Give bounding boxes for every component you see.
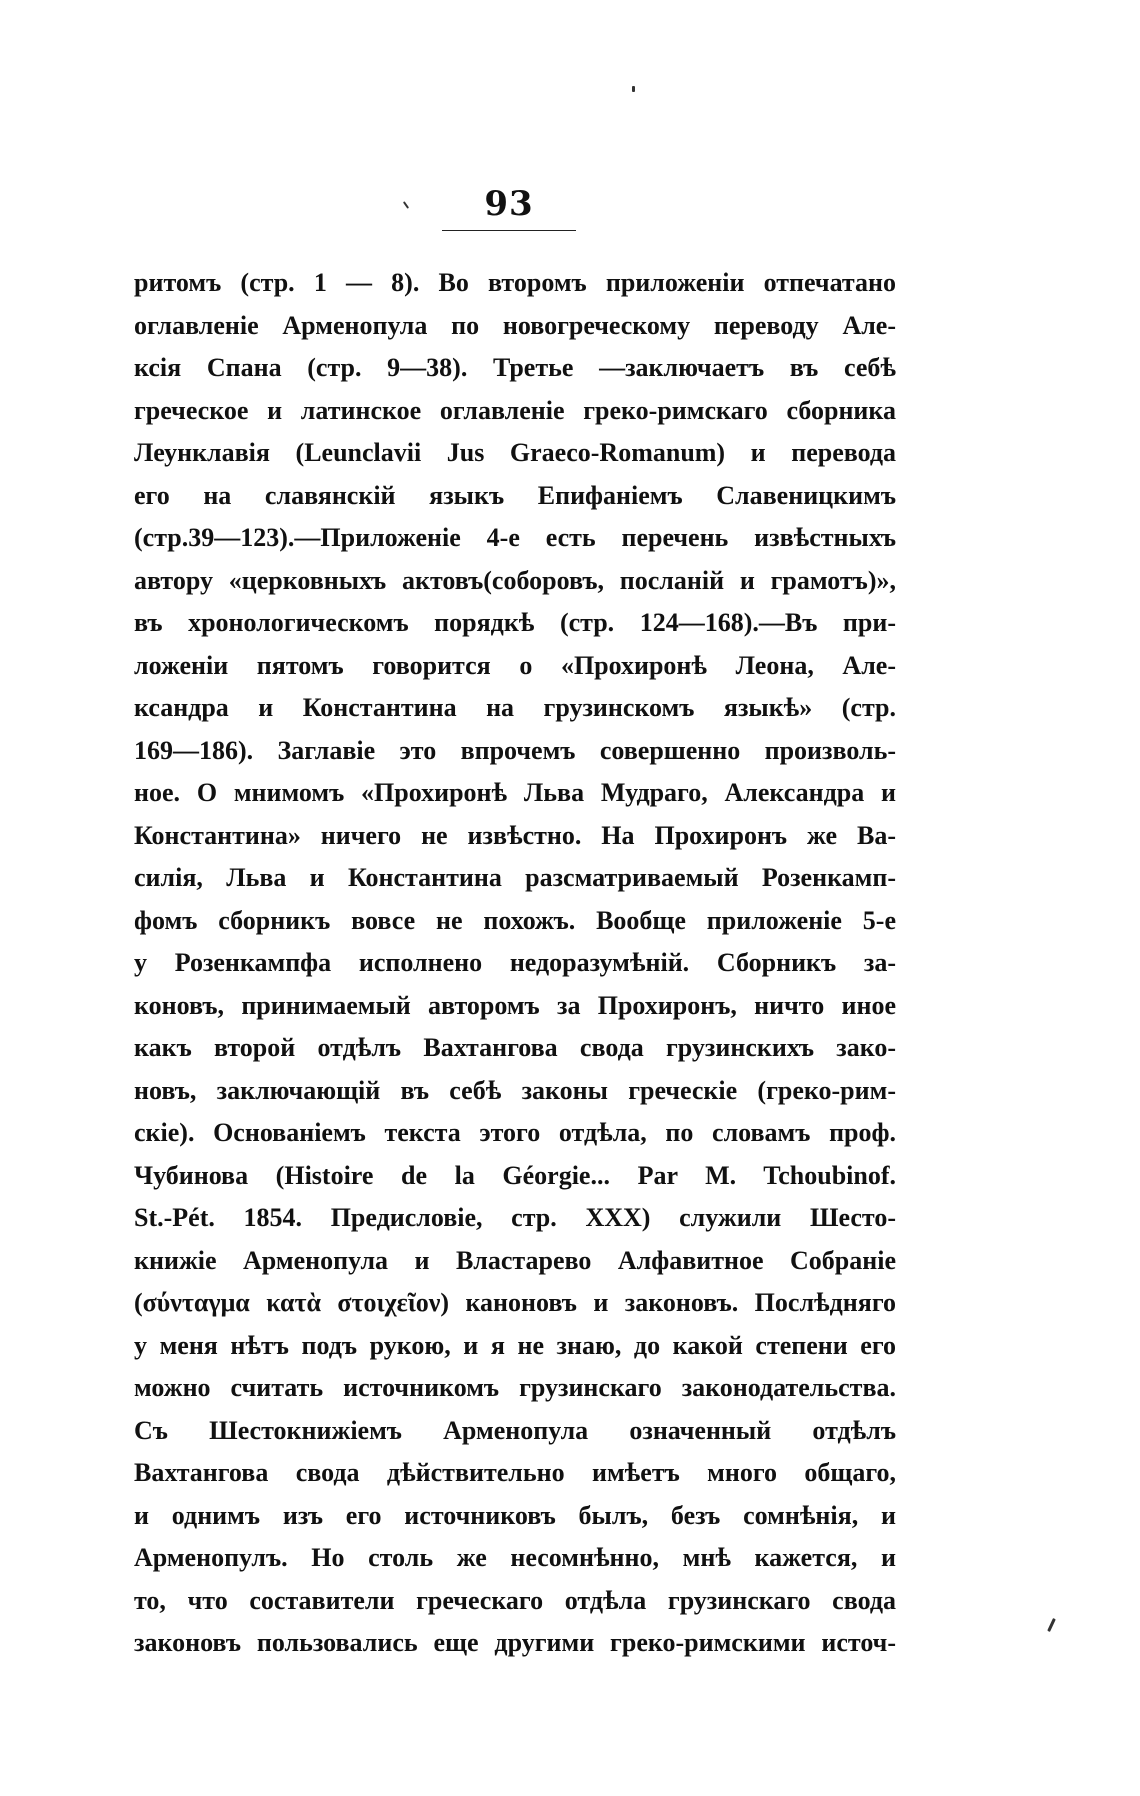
text-line: Чубинова (Histoire de la Géorgie... Par M. Tchoubinof. xyxy=(134,1160,896,1190)
print-speck xyxy=(1047,1618,1056,1632)
text-line: и однимъ изъ его источниковъ былъ, безъ сомнѣнія, и xyxy=(134,1500,896,1530)
text-line: греческое и латинское оглавленіе греко-римскаго сборника xyxy=(134,395,896,425)
text-line: у меня нѣтъ подъ рукою, и я не знаю, до какой степени его xyxy=(134,1330,896,1360)
text-line: оглавленіе Арменопула по новогреческому переводу Але- xyxy=(134,310,896,340)
text-line: ксандра и Константина на грузинскомъ языкѣ» (стр. xyxy=(134,693,896,722)
text-line: книжіе Арменопула и Властарево Алфавитное Собраніе xyxy=(134,1245,896,1275)
text-line: ксія Спана (стр. 9—38). Третье —заключаетъ въ себѣ xyxy=(134,353,896,382)
text-line: скіе). Основаніемъ текста этого отдѣла, по словамъ проф. xyxy=(134,1118,896,1147)
text-line: ритомъ (стр. 1 — 8). Во второмъ приложеніи отпечатано xyxy=(134,268,896,297)
text-line: можно считать источникомъ грузинскаго законодательства. xyxy=(134,1373,896,1402)
text-line: 169—186). Заглавіе это впрочемъ совершенно произволь- xyxy=(134,735,896,765)
text-line: Леунклавія (Leunclavii Jus Graeco-Romanum) и перевода xyxy=(134,438,896,467)
body-text xyxy=(134,262,896,1665)
text-line: у Розенкампфа исполнено недоразумѣній. Сборникъ за- xyxy=(134,948,896,977)
print-speck xyxy=(403,201,409,209)
text-line: коновъ, принимаемый авторомъ за Прохиронъ, ничто иное xyxy=(134,990,896,1020)
text-line: St.-Pét. 1854. Предисловіе, стр. XXX) служили Шесто- xyxy=(134,1203,896,1232)
text-line: новъ, заключающій въ себѣ законы греческіе (греко-рим- xyxy=(134,1075,896,1105)
text-line: ложеніи пятомъ говорится о «Прохиронѣ Леона, Але- xyxy=(134,650,896,680)
text-line: автору «церковныхъ актовъ(соборовъ, посланій и грамотъ)», xyxy=(134,565,896,595)
text-line: ное. О мнимомъ «Прохиронѣ Льва Мудраго, Александра и xyxy=(134,778,896,807)
page-number: 93 xyxy=(484,184,534,224)
text-line: Арменопулъ. Но столь же несомнѣнно, мнѣ кажется, и xyxy=(134,1543,896,1572)
text-line: законовъ пользовались еще другими греко-римскими источ- xyxy=(134,1628,896,1657)
text-line: то, что составители греческаго отдѣла грузинскаго свода xyxy=(134,1585,896,1615)
text-line: силія, Льва и Константина разсматриваемый Розенкамп- xyxy=(134,863,896,892)
text-line: Съ Шестокнижіемъ Арменопула означенный отдѣлъ xyxy=(134,1415,896,1445)
page-number-rule xyxy=(442,230,576,231)
text-line: Константина» ничего не извѣстно. На Прохиронъ же Ва- xyxy=(134,820,896,850)
text-line: Вахтангова свода дѣйствительно имѣетъ много общаго, xyxy=(134,1458,896,1487)
text-line: какъ второй отдѣлъ Вахтангова свода грузинскихъ зако- xyxy=(134,1033,896,1062)
text-line: (стр.39—123).—Приложеніе 4-е есть перечень извѣстныхъ xyxy=(134,523,896,552)
text-line: фомъ сборникъ вовсе не похожъ. Вообще приложеніе 5-е xyxy=(134,905,896,935)
text-line: его на славянскій языкъ Епифаніемъ Славеницкимъ xyxy=(134,480,896,510)
text-line: (σύνταγμα κατὰ στοιχεῖον) каноновъ и законовъ. Послѣдняго xyxy=(134,1288,896,1317)
text-line: въ хронологическомъ порядкѣ (стр. 124—168).—Въ при- xyxy=(134,608,896,637)
print-speck xyxy=(632,86,635,92)
